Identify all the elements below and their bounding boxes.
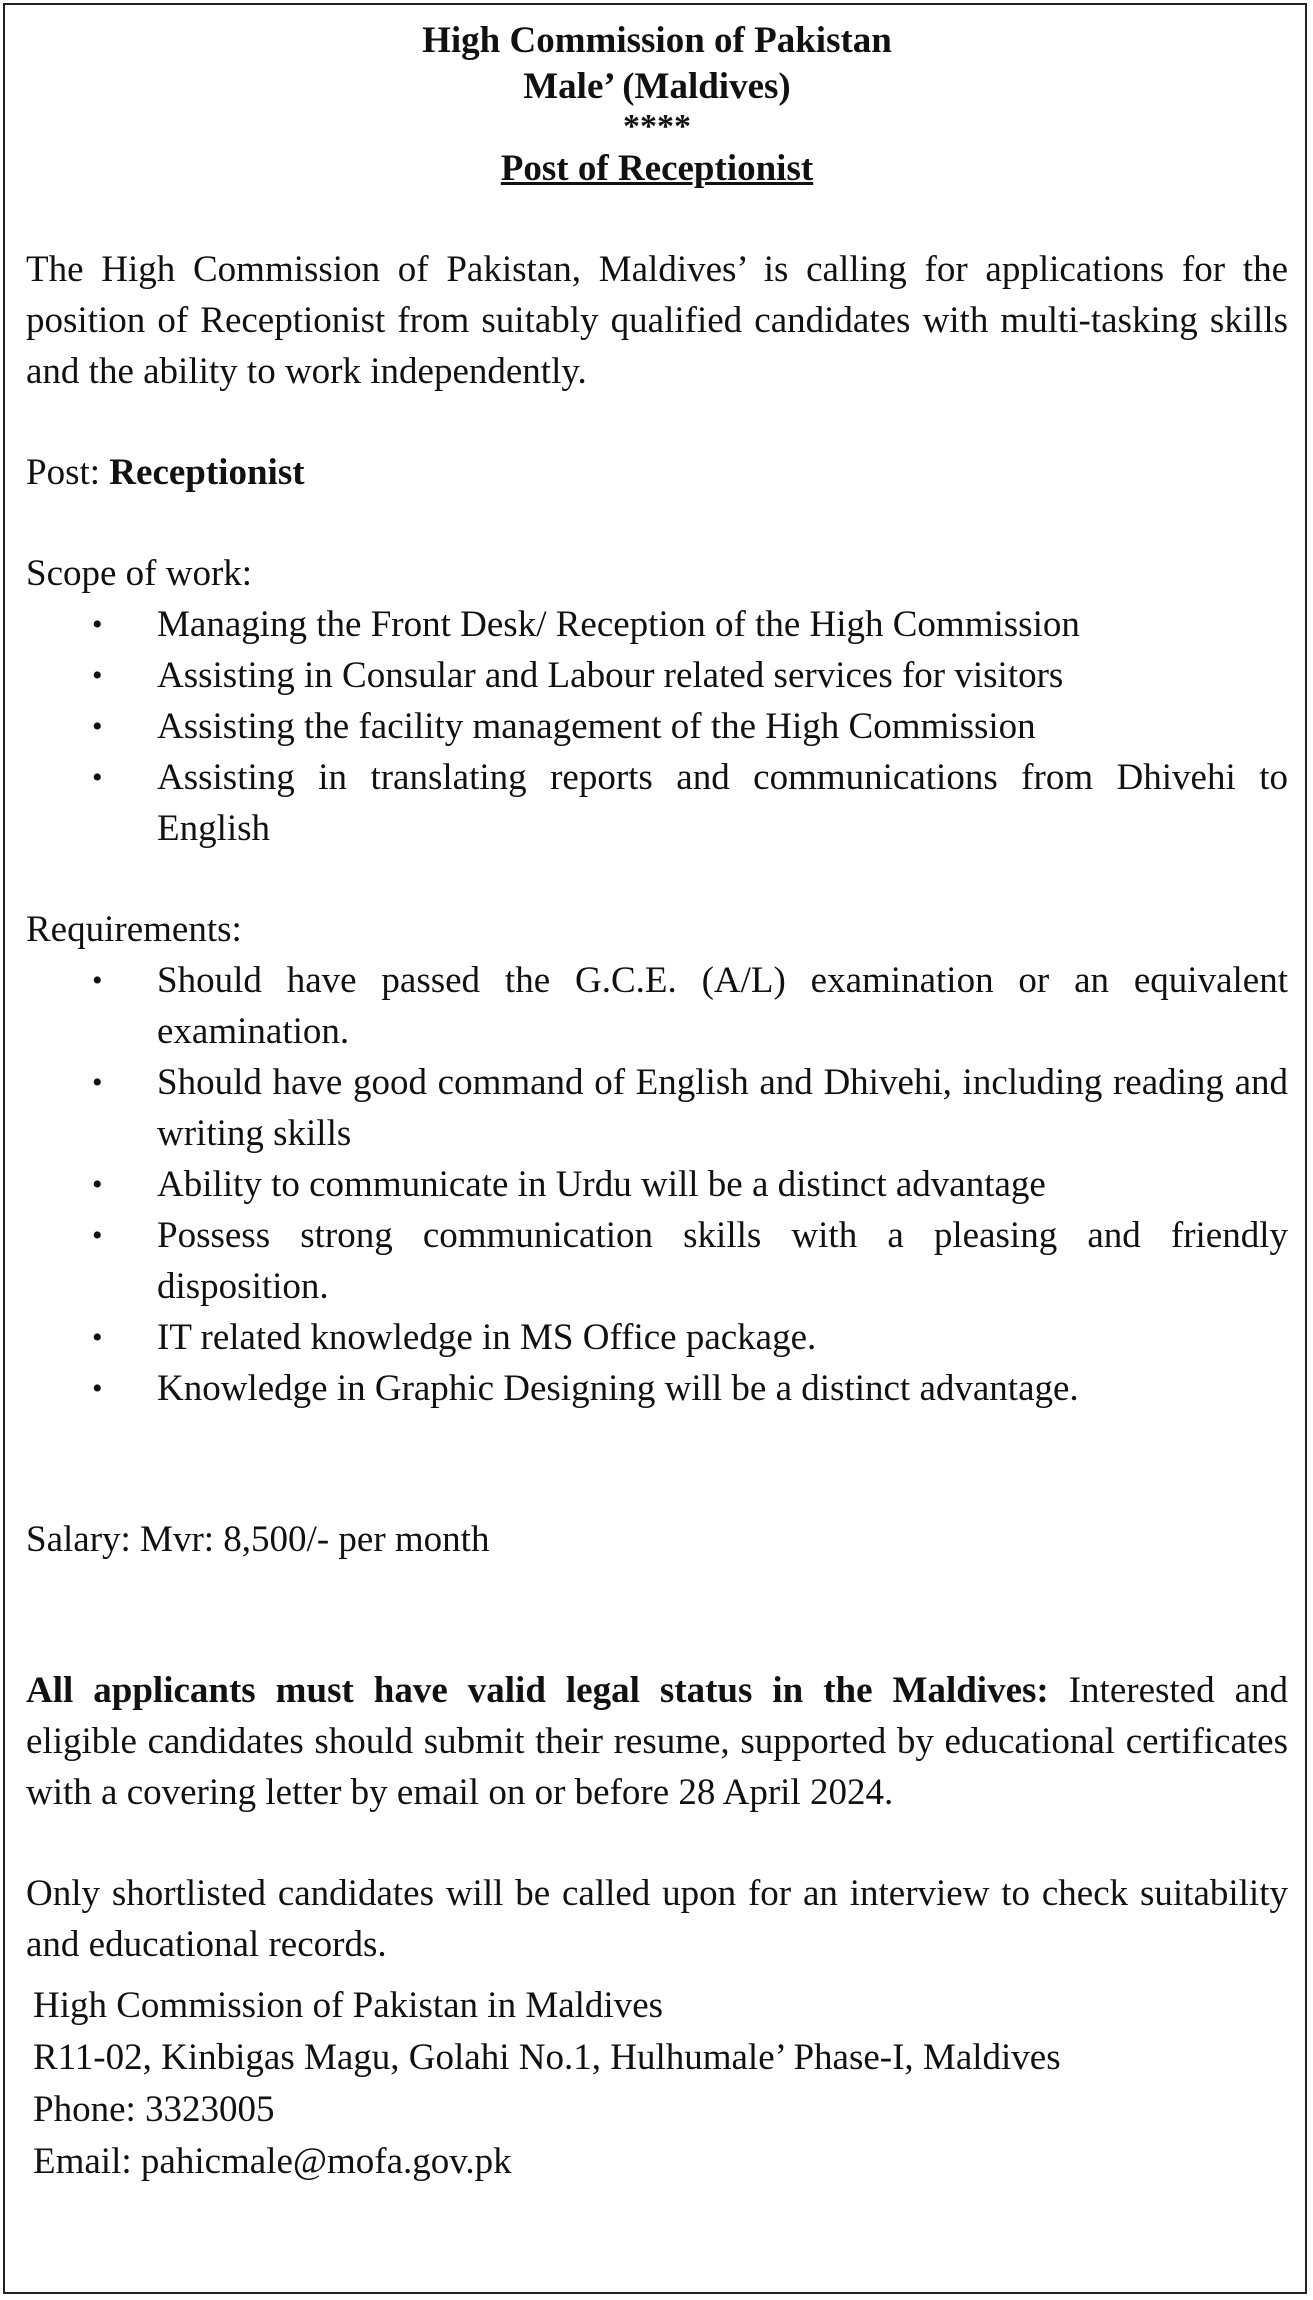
legal-bold: All applicants must have valid legal status in the Maldives: bbox=[26, 1670, 1049, 1711]
list-item: • IT related knowledge in MS Office package. bbox=[26, 1312, 1288, 1363]
bullet-icon: • bbox=[92, 1066, 103, 1099]
bullet-icon: • bbox=[92, 1321, 103, 1354]
list-item: • Possess strong communication skills with a pleasing and friendly disposition. bbox=[26, 1210, 1288, 1312]
bullet-icon: • bbox=[92, 964, 103, 997]
post-value: Receptionist bbox=[109, 452, 305, 493]
legal-paragraph bbox=[26, 1665, 1288, 1818]
list-item: • Should have good command of English and Dhivehi, including reading and writing skills bbox=[26, 1057, 1288, 1159]
list-item: • Knowledge in Graphic Designing will be a distinct advantage. bbox=[26, 1363, 1288, 1414]
city-name: Male’ (Maldives) bbox=[523, 66, 791, 107]
legal-text: Interested and eligible candidates should submit their resume, supported by educational certificates with a covering letter by email on or before 28 April 2024. bbox=[26, 1670, 1288, 1813]
scope-heading: Scope of work: bbox=[26, 553, 253, 594]
intro-paragraph: The High Commission of Pakistan, Maldives’ is calling for applications for the position of Receptionist from suitably qualified candidates with multi-tasking skills and the ability to work independently. bbox=[26, 249, 1288, 392]
bullet-icon: • bbox=[92, 1168, 103, 1201]
bullet-icon: • bbox=[92, 1372, 103, 1405]
bullet-icon: • bbox=[92, 659, 103, 692]
contact-org: High Commission of Pakistan in Maldives bbox=[33, 1985, 664, 2026]
list-item: • Managing the Front Desk/ Reception of the High Commission bbox=[26, 599, 1288, 650]
bullet-icon: • bbox=[92, 710, 103, 743]
requirements-list bbox=[26, 955, 1288, 1414]
bullet-icon: • bbox=[92, 1219, 103, 1252]
contact-block bbox=[26, 1980, 1288, 2188]
post-line bbox=[26, 447, 1288, 498]
bullet-icon: • bbox=[92, 608, 103, 641]
post-title: Post of Receptionist bbox=[500, 148, 814, 189]
bullet-icon: • bbox=[92, 761, 103, 794]
scope-list bbox=[26, 599, 1288, 854]
document-body bbox=[26, 18, 1288, 2188]
shortlist-paragraph: Only shortlisted candidates will be called upon for an interview to check suitability and educational records. bbox=[26, 1873, 1288, 1965]
list-item: • Assisting in Consular and Labour related services for visitors bbox=[26, 650, 1288, 701]
salary-line: Salary: Mvr: 8,500/- per month bbox=[26, 1519, 490, 1560]
org-name: High Commission of Pakistan bbox=[422, 20, 892, 61]
contact-address: R11-02, Kinbigas Magu, Golahi No.1, Hulhumale’ Phase-I, Maldives bbox=[33, 2037, 1061, 2078]
header-stars: **** bbox=[623, 108, 691, 145]
list-item: • Assisting in translating reports and communications from Dhivehi to English bbox=[26, 752, 1288, 854]
contact-phone: Phone: 3323005 bbox=[33, 2089, 275, 2130]
requirements-heading: Requirements: bbox=[26, 909, 242, 950]
list-item: • Ability to communicate in Urdu will be a distinct advantage bbox=[26, 1159, 1288, 1210]
list-item: • Assisting the facility management of the High Commission bbox=[26, 701, 1288, 752]
list-item: • Should have passed the G.C.E. (A/L) examination or an equivalent examination. bbox=[26, 955, 1288, 1057]
post-label: Post: bbox=[26, 452, 110, 493]
contact-email: Email: pahicmale@mofa.gov.pk bbox=[33, 2141, 512, 2182]
